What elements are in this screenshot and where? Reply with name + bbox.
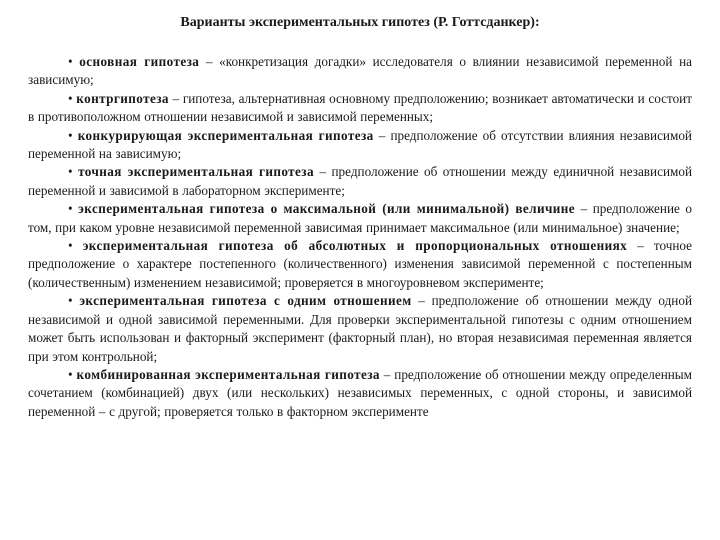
- list-item: [28, 127, 692, 164]
- list-item-text: – предположение об отношении между единичной независимой переменной и зависимой в лабораторном эксперименте;: [28, 164, 692, 198]
- list-item-term: точная экспериментальная гипотеза: [78, 164, 315, 180]
- list-item-term: экспериментальная гипотеза с одним отношением: [79, 293, 412, 309]
- list-item: [28, 163, 692, 200]
- bullet-icon: •: [68, 201, 73, 217]
- list-item-text: – предположение об отношении между определенным сочетанием (комбинацией) двух (или нескольких) независимых переменных, с одной стороны, и зависимой переменной – с другой; проверяется только в факторном эксперименте: [28, 366, 693, 419]
- bullet-icon: •: [68, 238, 73, 254]
- bullet-icon: •: [68, 90, 73, 106]
- list-item: [28, 53, 692, 90]
- list-item: [28, 292, 692, 366]
- list-item-text: – «конкретизация догадки» исследователя о влиянии независимой переменной на зависимую;: [28, 54, 692, 88]
- list-item-term: контргипотеза: [76, 90, 169, 106]
- bullet-icon: •: [68, 54, 73, 69]
- list-item-term: экспериментальная гипотеза о максимальной (или минимальной) величине: [78, 201, 576, 217]
- list-item-text: – предположение об отсутствии влияния независимой переменной на зависимую;: [28, 127, 692, 162]
- list-item-text: – точное предположение о характере постепенного (количественного) изменения зависимой переменной с постепенным (количественным) изменением независимой; проверяется в многоуровневом эксперименте;: [28, 238, 693, 290]
- list-item: [28, 366, 692, 421]
- list-item-term: конкурирующая экспериментальная гипотеза: [77, 127, 374, 143]
- list-item: [28, 90, 692, 127]
- hypothesis-list: [28, 53, 692, 421]
- list-item-term: комбинированная экспериментальная гипотеза: [76, 366, 380, 382]
- bullet-icon: •: [68, 366, 73, 382]
- page-title: Варианты экспериментальных гипотез (Р. Готтсданкер):: [180, 15, 540, 30]
- bullet-icon: •: [68, 164, 73, 180]
- list-item-term: экспериментальная гипотеза об абсолютных и пропорциональных отношениях: [82, 238, 628, 254]
- bullet-icon: •: [68, 293, 73, 309]
- list-item-text: – предположение о том, при каком уровне независимой переменной зависимая принимает максимальное (или минимальное) значение;: [28, 201, 692, 235]
- bullet-icon: •: [68, 127, 73, 143]
- list-item-text: – гипотеза, альтернативная основному предположению; возникает автоматически и состоит в противоположном отношении независимой и зависимой переменных;: [28, 90, 692, 125]
- document-page: [28, 14, 692, 421]
- list-item-text: – предположение об отношении между одной независимой и одной зависимой переменными. Для проверки экспериментальной гипотезы с одним отношением может быть использован и факторный эксперимент (факторный план), но вторая независимая переменная является при этом контрольной;: [28, 293, 692, 364]
- list-item-term: основная гипотеза: [79, 54, 200, 69]
- list-item: [28, 200, 692, 237]
- list-item: [28, 237, 692, 292]
